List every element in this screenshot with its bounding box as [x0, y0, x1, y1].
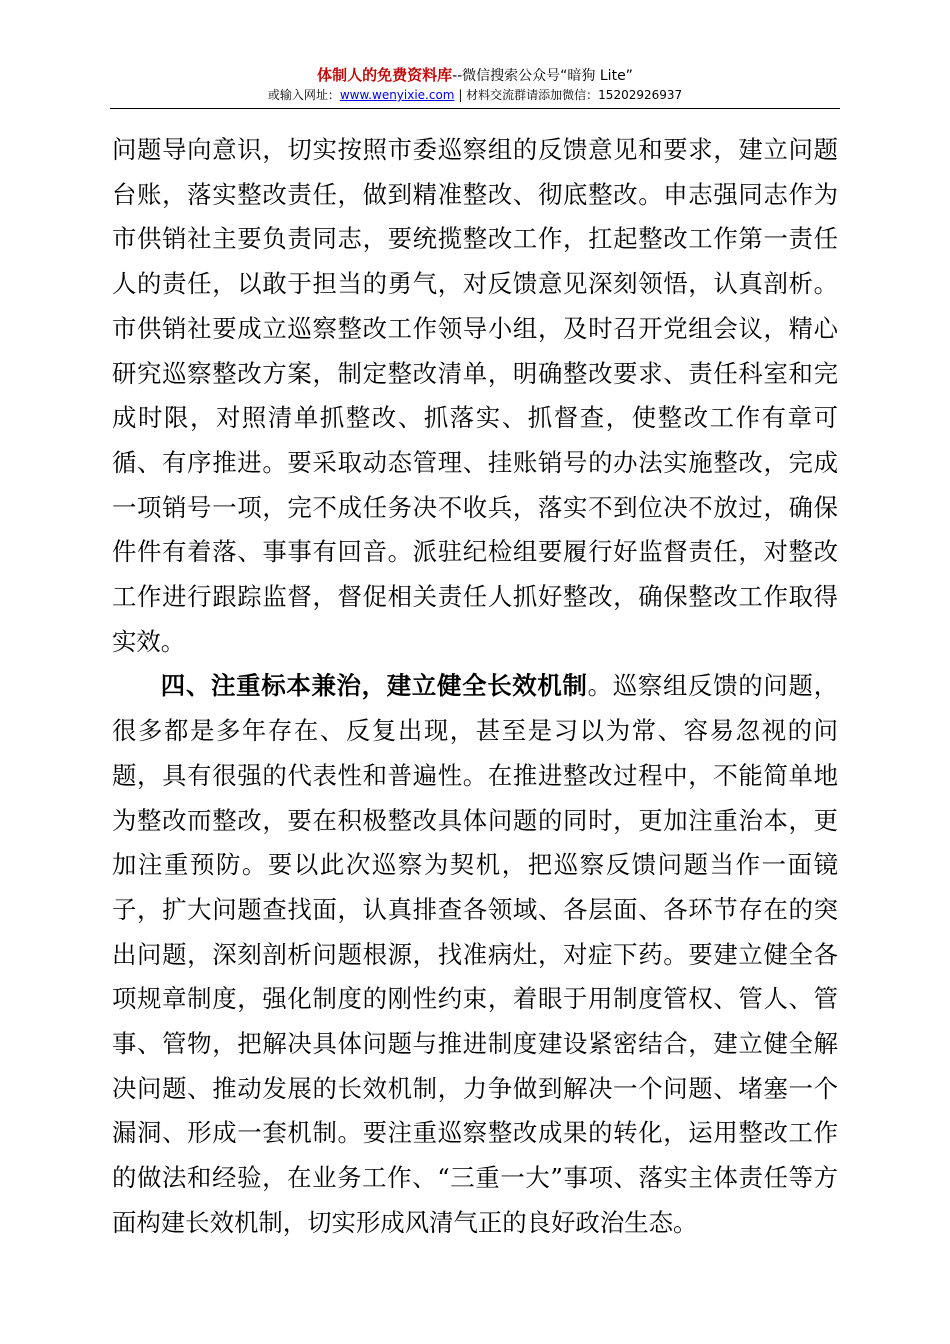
paragraph-2-text: 。巡察组反馈的问题，很多都是多年存在、反复出现，甚至是习以为常、容易忽视的问题，具有很强的代表性和普遍性。在推进整改过程中，不能简单地为整改而整改，要在积极整改具体问题的同时，更加注重治本，更加注重预防。要以此次巡察为契机，把巡察反馈问题当作一面镜子，扩大问题查找面，认真排查各领域、各层面、各环节存在的突出问题，深刻剖析问题根源，找准病灶，对症下药。要建立健全各项规章制度，强化制度的刚性约束，着眼于用制度管权、管人、管事、管物，把解决具体问题与推进制度建设紧密结合，建立健全解决问题、推动发展的长效机制，力争做到解决一个问题、堵塞一个漏洞、形成一套机制。要注重巡察整改成果的转化，运用整改工作的做法和经验，在业务工作、“三重一大”事项、落实主体责任等方面构建长效机制，切实形成风清气正的良好政治生态。: [112, 671, 838, 1237]
header-brand: 体制人的免费资料库: [317, 66, 453, 84]
paragraph-1: 问题导向意识，切实按照市委巡察组的反馈意见和要求，建立问题台账，落实整改责任，做到精准整改、彻底整改。申志强同志作为市供销社主要负责同志，要统揽整改工作，扛起整改工作第一责任人的责任，以敢于担当的勇气，对反馈意见深刻领悟，认真剖析。市供销社要成立巡察整改工作领导小组，及时召开党组会议，精心研究巡察整改方案，制定整改清单，明确整改要求、责任科室和完成时限，对照清单抓整改、抓落实、抓督查，使整改工作有章可循、有序推进。要采取动态管理、挂账销号的办法实施整改，完成一项销号一项，完不成任务决不收兵，落实不到位决不放过，确保件件有着落、事事有回音。派驻纪检组要履行好监督责任，对整改工作进行跟踪监督，督促相关责任人抓好整改，确保整改工作取得实效。: [112, 135, 838, 656]
header-tagline: --微信搜索公众号“暗狗 Lite”: [452, 68, 633, 84]
header-divider: [110, 108, 840, 109]
paragraph-2: [112, 664, 838, 1245]
header-line-2: [110, 87, 840, 103]
header-line-1: [110, 66, 840, 85]
header-url-link[interactable]: www.wenyixie.com: [339, 88, 455, 102]
header-contact: | 材料交流群请添加微信：15202926937: [454, 88, 683, 102]
section-heading-4: 四、注重标本兼治，建立健全长效机制: [160, 671, 588, 701]
page-header: [110, 66, 840, 103]
document-body: [112, 128, 838, 1246]
header-url-prefix: 或输入网址：: [267, 88, 340, 102]
